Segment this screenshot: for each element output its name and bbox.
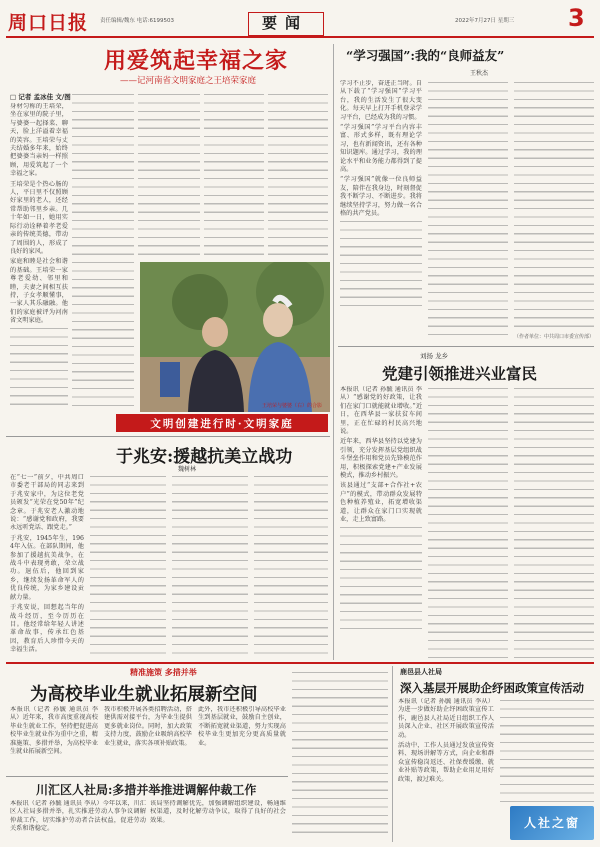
photo-illustration [140,262,330,412]
party-headline: 党建引领推进兴业富民 [382,364,538,383]
luyi-col-1 [398,698,494,842]
study-para-3: “学习强国”就像一位良师益友，陪伴在我身边，时刻督促我不断学习、不断进步。我将继续坚持学习，努力做一名合格的共产党员。 [340,176,422,218]
jobs-col-3 [198,706,286,772]
study-byline: 王秋杰 [470,70,489,77]
jobs-para-3: 此外，我市还积极引导高校毕业生到基层就业，鼓励自主创业，不断拓宽就业渠道，努力实现高校毕业生更加充分更高质量就业。 [198,706,286,747]
luyi-para-2: 活动中，工作人员通过发放宣传资料、现场讲解等方式，向企业和群众宣传稳岗返还、社保费缓缴、就业补贴等政策，帮助企业用足用好政策，渡过难关。 [398,742,494,783]
veteran-byline: 魏树林 [178,466,197,473]
family-photo [140,262,330,412]
luyi-headline: 深入基层开展助企纾困政策宣传活动 [400,681,584,695]
luyi-para-1: 本报讯（记者 孙毓 通讯员 李从）为进一步做好助企纾困政策宣传工作，鹿邑县人社局近日组织工作人员深入企业、社区开展政策宣传活动。 [398,698,494,739]
newspaper-logo: 周口日报 [8,12,89,34]
main-column-divider [333,44,334,660]
jobs-col-4 [292,670,388,838]
veteran-headline: 于兆安:援越抗美立战功 [116,447,293,467]
family-bottom-rule [6,436,330,437]
veteran-col-1 [10,474,84,656]
party-col-1 [340,386,422,658]
jobs-para-1: 本报讯（记者 孙毓 通讯员 李从）近年来，我市高度重视高校毕业生就业工作，坚持把促进高校毕业生就业作为重中之重，精准施策、多措并举，为高校毕业生就业拓展新空间。 [10,706,98,756]
party-text-fill [340,525,422,635]
civil-banner: 文明创建进行时·文明家庭 [116,414,328,432]
family-article-col-4 [204,92,264,262]
party-para-1: 本报讯（记者 孙毓 通讯员 李从）“感谢党的好政策，让我们在家门口就能就业增收。”近日，在西华县一家扶贫车间里，正在忙碌的村民高兴地说。 [340,386,422,436]
chuanhui-col-2 [150,800,286,842]
party-para-3: 该县通过“支部+合作社+农户”的模式，带动群众发展特色种植养殖业，拓宽增收渠道，让群众在家门口实现就业，走上致富路。 [340,482,422,524]
lower-column-divider [392,666,393,842]
study-headline: “学习强国”:我的“良师益友” [346,48,505,63]
chuanhui-col-1 [10,800,146,842]
veteran-col-3 [172,474,248,656]
study-bottom-rule [338,346,594,347]
veteran-para-1: 在“七一”前夕，中共周口市委老干部局的同志来到于兆安家中，为这位老党员颁发“光荣在党50年”纪念章。于兆安老人激动地说：“感谢党和政府，我要永远听党话、跟党走。” [10,474,84,532]
family-para-3: 家庭和睦是社会和谐的基础。王培荣一家尊老爱幼、邻里和睦，夫妻之间相互扶持，子女孝顺懂事，一家人其乐融融。他们的家庭被评为河南省文明家庭。 [10,258,68,325]
issue-date: 2022年7月27日 星期三 [455,18,515,24]
veteran-col-4 [254,474,328,656]
party-para-2: 近年来，西华县坚持以党建为引领，充分发挥基层党组织战斗堡垒作用和党员先锋模范作用，积极探索党建+产业发展模式，推动乡村振兴。 [340,438,422,480]
jobs-col-2 [104,706,192,772]
veteran-col-2 [90,474,166,656]
jobs-rule [6,776,288,777]
editor-line: 责任编辑/魏东 电话:6199503 [100,18,174,24]
chuanhui-para-2: 该局坚持调解优先，加强调解组织建设，畅通维权渠道，及时化解劳动争议，取得了良好的社会效果。 [150,800,286,824]
family-byline: □ 记者 孟冰佳 文/图 [10,93,71,101]
jobs-para-2: 我市积极开展各类招聘活动，搭建供需对接平台，为毕业生提供更多就业岗位。同时，加大政策支持力度，鼓励企业吸纳高校毕业生就业，落实各项补贴政策。 [104,706,192,747]
chuanhui-headline: 川汇区人社局:多措并举推进调解仲裁工作 [36,783,257,797]
study-para-2: “学习强国”学习平台内容丰富、形式多样，既有理论学习，也有新闻资讯，还有各种知识题库。通过学习，我的理论水平和业务能力都得到了提高。 [340,124,422,174]
family-photo-caption: 王培荣与婆婆（右）的合影 [262,403,323,409]
study-text-fill [340,219,422,309]
hr-window-label: 人社之窗 [523,816,580,830]
family-article-col-2 [72,92,134,408]
family-article-col-1 [10,103,68,408]
party-col-3 [514,386,594,658]
masthead-rule [6,36,594,38]
family-article-col-3 [138,92,200,262]
family-text-fill [10,326,68,408]
luyi-col-2 [500,698,594,802]
family-subhead: ——记河南省文明家庭之王培荣家庭 [120,76,257,86]
study-para-1: 学习不止步，奋进正当时。自从下载了“学习强国”学习平台，我的生活发生了很大变化。每天早上打开手机登录学习平台，已经成为我的习惯。 [340,80,422,121]
party-kicker: 刘扬 龙乡 [420,352,449,360]
party-col-2 [428,386,508,658]
policy-headline: 为高校毕业生就业拓展新空间 [30,685,258,705]
hr-window-badge [510,806,594,840]
chuanhui-para-1: 本报讯（记者 孙毓 通讯员 李从）今年以来，川汇区人社局多措并举，扎实推进劳动人事争议调解仲裁工作，切实维护劳动者合法权益，促进劳动关系和谐稳定。 [10,800,146,833]
veteran-para-2: 于兆安，1945年生，1964年入伍。在部队期间，他参加了援越抗美战争，在战斗中表现勇敢，荣立战功。退伍后，他回到家乡，继续发扬革命军人的优良传统，为家乡建设贡献力量。 [10,534,84,601]
study-col-2 [428,80,508,342]
study-col-1 [340,80,422,342]
veteran-para-3: 于兆安说，回想起当年的战斗经历，至今历历在目。他经常给年轻人讲述革命故事，传承红色基因，教育后人珍惜今天的幸福生活。 [10,604,84,654]
luyi-kicker: 鹿邑县人社局 [400,667,442,676]
study-source: （作者单位：中共周口市委宣传部） [514,334,595,340]
study-col-3 [514,80,594,330]
lower-section-rule [6,662,594,664]
family-article-col-5 [268,92,328,262]
section-title: 要闻 [261,14,308,32]
policy-kicker: 精准施策 多措并举 [130,667,197,677]
page-number: 3 [568,4,585,32]
jobs-col-1 [10,706,98,772]
family-headline: 用爱筑起幸福之家 [104,48,289,74]
family-para-1: 身材匀称的王培荣，坐在家里的院子里，与婆婆一起择菜、聊天，脸上洋溢着幸福的笑容。王培荣与丈夫结婚多年来，始终把婆婆当亲妈一样照顾，用爱筑起了一个幸福之家。 [10,103,68,178]
family-para-2: 王培荣是个热心肠的人，平日里不仅照顾好家里的老人，还经常帮助邻里乡亲。几十年如一日，她用实际行动诠释着孝老爱亲的传统美德，带动了周围的人，形成了良好的家风。 [10,180,68,255]
